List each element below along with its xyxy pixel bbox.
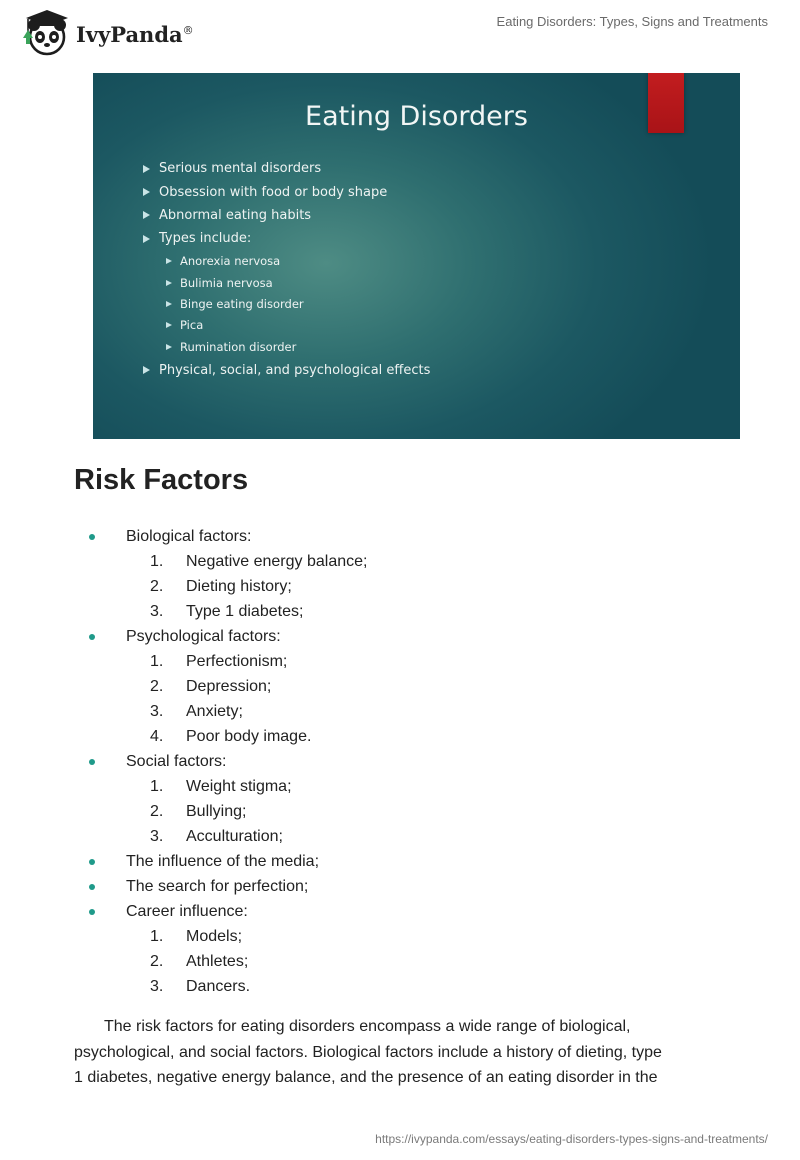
triangle-bullet-icon	[166, 280, 172, 286]
risk-factor-list	[0, 524, 367, 999]
risk-factor-subitem	[0, 549, 367, 574]
risk-factor-subitem-label: Athletes;	[186, 953, 249, 970]
risk-factor-item	[0, 749, 367, 774]
slide-sub-bullet: Rumination disorder	[143, 336, 430, 357]
list-number: 2.	[150, 953, 164, 970]
risk-factor-label: Biological factors:	[126, 528, 252, 545]
bullet-dot-icon	[89, 534, 95, 540]
bullet-dot-icon	[89, 759, 95, 765]
risk-factor-label: The search for perfection;	[126, 878, 309, 895]
risk-factor-label: Career influence:	[126, 903, 248, 920]
slide-bullet: Serious mental disorders	[143, 157, 430, 180]
list-number: 2.	[150, 578, 164, 595]
list-number: 2.	[150, 678, 164, 695]
list-number: 1.	[150, 553, 164, 570]
list-number: 1.	[150, 653, 164, 670]
risk-factor-item	[0, 624, 367, 649]
risk-factor-subitem	[0, 724, 367, 749]
ivypanda-logo[interactable]	[14, 8, 194, 56]
risk-factor-subitem-label: Perfectionism;	[186, 653, 288, 670]
slide-sub-bullet: Bulimia nervosa	[143, 272, 430, 293]
triangle-bullet-icon	[143, 211, 150, 219]
risk-factor-subitem	[0, 824, 367, 849]
risk-factor-subitem-label: Poor body image.	[186, 728, 312, 745]
running-title: Eating Disorders: Types, Signs and Treatments	[496, 14, 768, 29]
risk-factor-subitem	[0, 799, 367, 824]
source-url[interactable]: https://ivypanda.com/essays/eating-disorders-types-signs-and-treatments/	[375, 1132, 768, 1146]
risk-factor-subitem-label: Depression;	[186, 678, 272, 695]
list-number: 1.	[150, 778, 164, 795]
bullet-dot-icon	[89, 909, 95, 915]
triangle-bullet-icon	[143, 366, 150, 374]
slide-bullet: Types include:	[143, 227, 430, 250]
triangle-bullet-icon	[166, 322, 172, 328]
risk-factor-subitem	[0, 974, 367, 999]
bullet-dot-icon	[89, 859, 95, 865]
list-number: 1.	[150, 928, 164, 945]
body-paragraph: The risk factors for eating disorders encompass a wide range of biological, psychological, and social factors. Biological factors include a history of dieting, type 1 diabetes, negative energy balance, and the presence of an eating disorder in the	[74, 1018, 662, 1086]
slide-sub-bullet: Pica	[143, 315, 430, 336]
triangle-bullet-icon	[166, 344, 172, 350]
risk-factor-subitem	[0, 699, 367, 724]
section-heading: Risk Factors	[74, 464, 249, 496]
risk-factor-subitem	[0, 574, 367, 599]
triangle-bullet-icon	[166, 301, 172, 307]
risk-factor-subitem-label: Dancers.	[186, 978, 251, 995]
slide-bullet: Obsession with food or body shape	[143, 180, 430, 203]
triangle-bullet-icon	[143, 165, 150, 173]
panda-graduate-icon	[14, 8, 72, 56]
risk-factor-item	[0, 524, 367, 549]
triangle-bullet-icon	[143, 235, 150, 243]
risk-factor-subitem-label: Weight stigma;	[186, 778, 292, 795]
risk-factor-label: Psychological factors:	[126, 628, 281, 645]
risk-factor-subitem-label: Acculturation;	[186, 828, 283, 845]
risk-factor-item	[0, 874, 367, 899]
triangle-bullet-icon	[143, 188, 150, 196]
slide-bullet: Physical, social, and psychological effects	[143, 359, 430, 382]
risk-factor-subitem	[0, 674, 367, 699]
brand-name: IvyPanda®	[76, 21, 194, 47]
triangle-bullet-icon	[166, 258, 172, 264]
risk-factor-item	[0, 849, 367, 874]
risk-factor-subitem	[0, 599, 367, 624]
list-number: 2.	[150, 803, 164, 820]
risk-factor-label: Social factors:	[126, 753, 227, 770]
risk-factor-item	[0, 899, 367, 924]
bullet-dot-icon	[89, 884, 95, 890]
list-number: 3.	[150, 978, 164, 995]
bullet-dot-icon	[89, 634, 95, 640]
risk-factor-subitem-label: Anxiety;	[186, 703, 243, 720]
risk-factor-subitem	[0, 649, 367, 674]
risk-factor-subitem	[0, 924, 367, 949]
slide-title: Eating Disorders	[305, 101, 528, 132]
slide-sub-bullet: Anorexia nervosa	[143, 251, 430, 272]
slide-bullet-list	[143, 157, 430, 382]
slide-sub-bullet: Binge eating disorder	[143, 293, 430, 314]
slide-image	[93, 73, 740, 439]
risk-factor-subitem-label: Models;	[186, 928, 243, 945]
risk-factor-subitem	[0, 774, 367, 799]
slide-bullet: Abnormal eating habits	[143, 204, 430, 227]
risk-factor-subitem	[0, 949, 367, 974]
risk-factor-subitem-label: Bullying;	[186, 803, 247, 820]
list-number: 3.	[150, 828, 164, 845]
risk-factor-subitem-label: Type 1 diabetes;	[186, 603, 304, 620]
risk-factor-label: The influence of the media;	[126, 853, 320, 870]
list-number: 4.	[150, 728, 164, 745]
list-number: 3.	[150, 603, 164, 620]
risk-factor-subitem-label: Negative energy balance;	[186, 553, 368, 570]
risk-factor-subitem-label: Dieting history;	[186, 578, 292, 595]
list-number: 3.	[150, 703, 164, 720]
